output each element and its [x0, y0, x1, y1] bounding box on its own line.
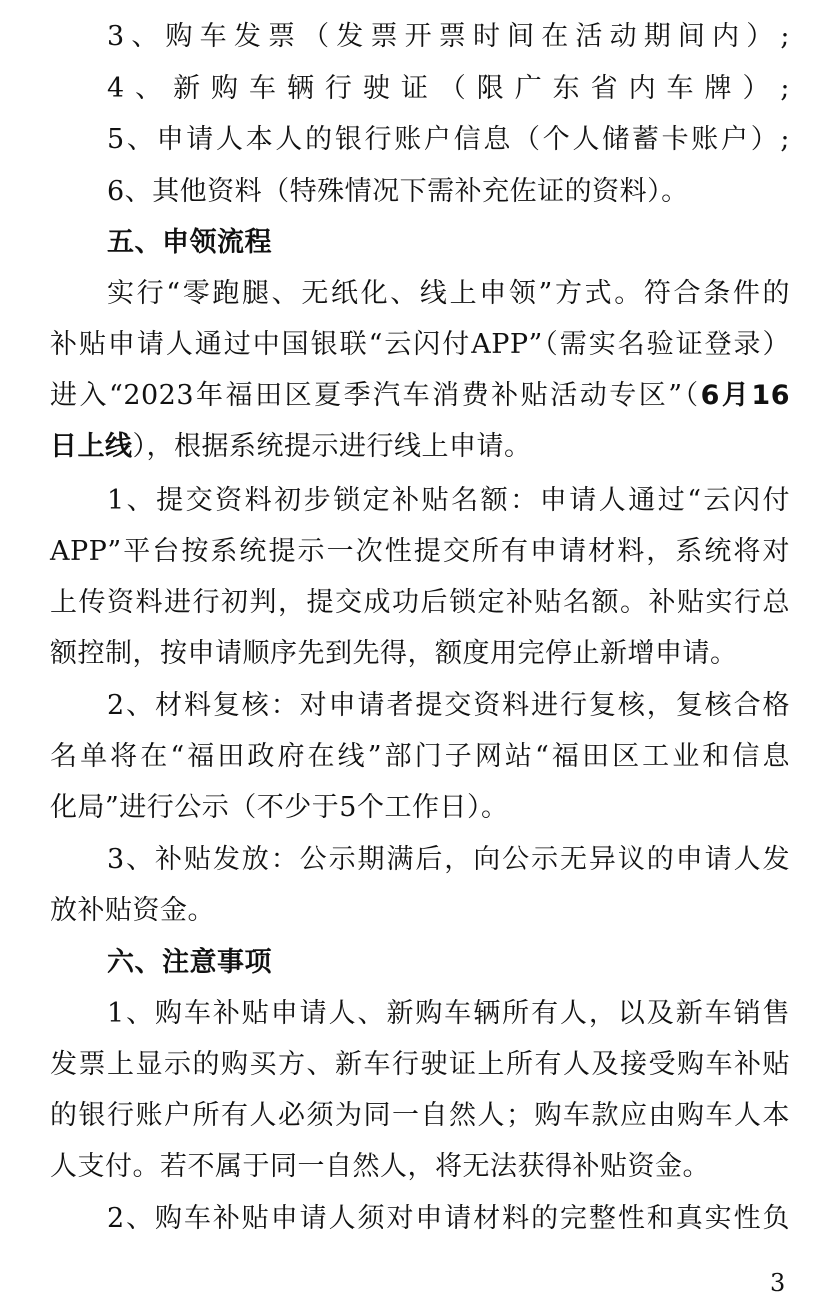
- section-heading-notes: 六、注意事项: [107, 947, 272, 978]
- paragraph-line: 上传资料进行初判，提交成功后锁定补贴名额。补贴实行总: [50, 587, 790, 618]
- paragraph-line: [50, 370, 790, 422]
- paragraph-line: 名单将在“福田政府在线”部门子网站“福田区工业和信息: [50, 741, 790, 772]
- paragraph-line: 2、购车补贴申请人须对申请材料的完整性和真实性负: [107, 1203, 790, 1234]
- launch-date-bold: 6月16: [700, 380, 790, 411]
- paragraph-line: 1、购车补贴申请人、新购车辆所有人，以及新车销售: [107, 998, 790, 1029]
- list-item-other: 6、其他资料（特殊情况下需补充佐证的资料）。: [107, 176, 689, 207]
- paragraph-line: 的银行账户所有人必须为同一自然人；购车款应由购车人本: [50, 1100, 790, 1131]
- paragraph-line: 2、材料复核：对申请者提交资料进行复核，复核合格: [107, 690, 790, 721]
- paragraph-line: 3、补贴发放：公示期满后，向公示无异议的申请人发: [107, 844, 790, 875]
- paragraph-line: 补贴申请人通过中国银联“云闪付APP”（需实名验证登录）: [50, 329, 790, 360]
- paragraph-text: 进入“2023年福田区夏季汽车消费补贴活动专区”（: [50, 380, 701, 411]
- section-heading-application-process: 五、申领流程: [107, 227, 272, 258]
- paragraph-line: [50, 421, 790, 473]
- page-number: 3: [770, 1269, 786, 1297]
- paragraph-line: 放补贴资金。: [50, 895, 215, 926]
- paragraph-text: ），根据系统提示进行线上申请。: [132, 431, 532, 462]
- list-item-invoice: 3、购车发票（发票开票时间在活动期间内）;: [107, 21, 790, 52]
- paragraph-line: 发票上显示的购买方、新车行驶证上所有人及接受购车补贴: [50, 1049, 790, 1080]
- paragraph-line: 1、提交资料初步锁定补贴名额：申请人通过“云闪付: [107, 485, 790, 516]
- paragraph-line: 实行“零跑腿、无纸化、线上申领”方式。符合条件的: [107, 278, 790, 309]
- paragraph-line: 化局”进行公示（不少于5个工作日）。: [50, 792, 509, 823]
- list-item-license: 4、新购车辆行驶证（限广东省内车牌）;: [107, 73, 790, 104]
- paragraph-line: 额控制，按申请顺序先到先得，额度用完停止新增申请。: [50, 638, 738, 669]
- paragraph-line: APP”平台按系统提示一次性提交所有申请材料，系统将对: [50, 536, 790, 567]
- list-item-bank-account: 5、申请人本人的银行账户信息（个人储蓄卡账户）;: [107, 124, 790, 155]
- launch-bold: 日上线: [50, 431, 133, 462]
- paragraph-line: 人支付。若不属于同一自然人，将无法获得补贴资金。: [50, 1151, 710, 1182]
